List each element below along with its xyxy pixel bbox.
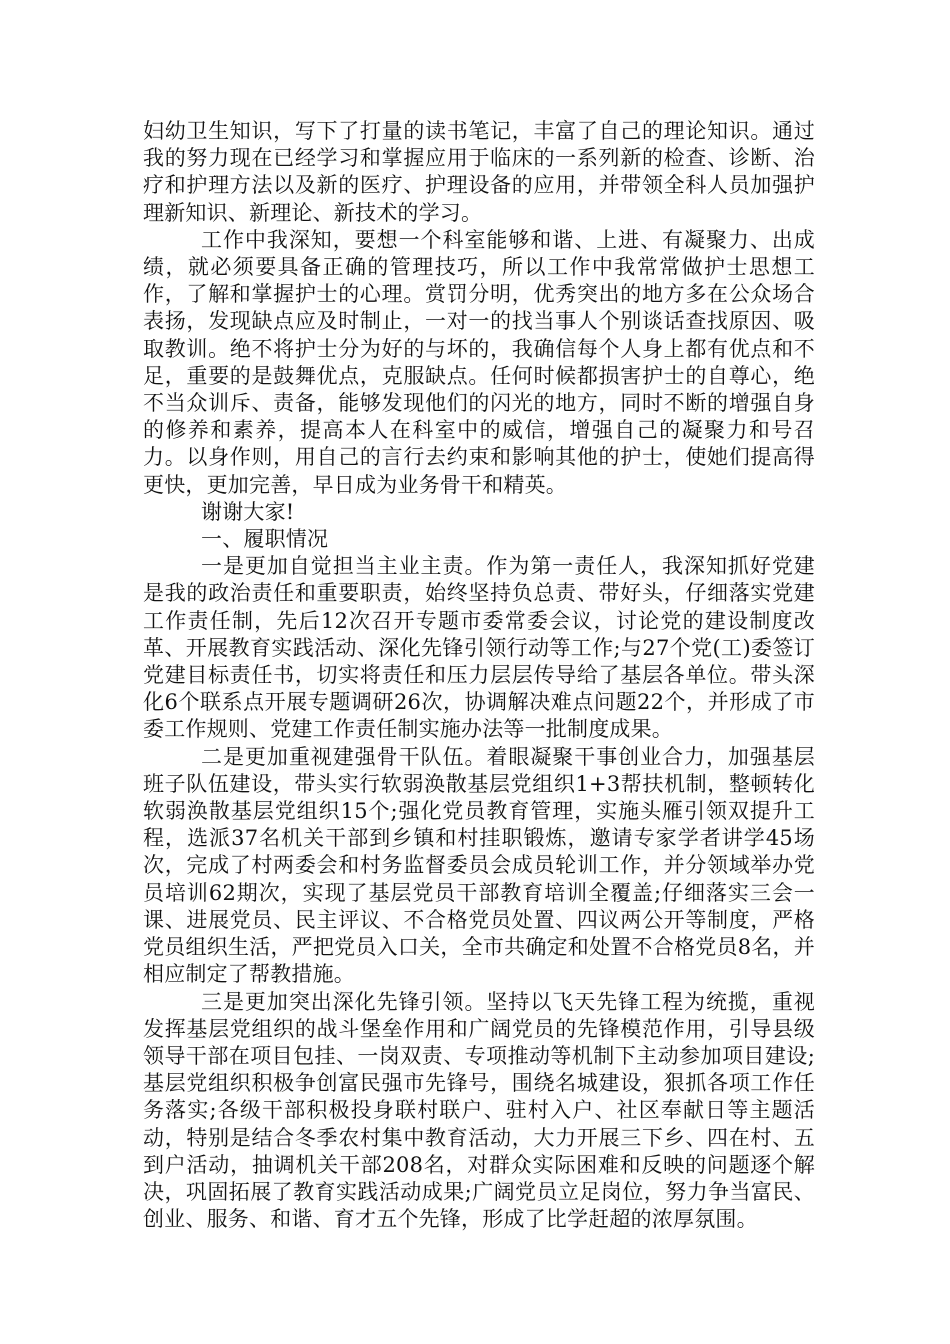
document-body (143, 118, 815, 1233)
paragraph-2: 工作中我深知，要想一个科室能够和谐、上进、有凝聚力、出成绩，就必须要具备正确的管理技巧，所以工作中我常常做护士思想工作，了解和掌握护士的心理。赏罚分明，优秀突出的地方多在公众场合表扬，发现缺点应及时制止，一对一的找当事人个别谈话查找原因、吸取教训。绝不将护士分为好的与坏的，我确信每个人身上都有优点和不足，重要的是鼓舞优点，克服缺点。任何时候都损害护士的自尊心，绝不当众训斥、责备，能够发现他们的闪光的地方，同时不断的增强自身的修养和素养，提高本人在科室中的威信，增强自己的凝聚力和号召力。以身作则，用自己的言行去约束和影响其他的护士，使她们提高得更快，更加完善，早日成为业务骨干和精英。 (143, 227, 815, 497)
paragraph-5: 三是更加突出深化先锋引领。坚持以飞天先锋工程为统揽，重视发挥基层党组织的战斗堡垒作用和广阔党员的先锋模范作用，引导县级领导干部在项目包挂、一岗双责、专项推动等机制下主动参加项目建设;基层党组织积极争创富民强市先锋号，围绕名城建设，狠抓各项工作任务落实;各级干部积极投身联村联户、驻村入户、社区奉献日等主题活动，特别是结合冬季农村集中教育活动，大力开展三下乡、四在村、五到户活动，抽调机关干部208名，对群众实际困难和反映的问题逐个解决，巩固拓展了教育实践活动成果;广阔党员立足岗位，努力争当富民、创业、服务、和谐、育才五个先锋，形成了比学赶超的浓厚氛围。 (143, 989, 815, 1232)
paragraph-1: 妇幼卫生知识，写下了打量的读书笔记，丰富了自己的理论知识。通过我的努力现在已经学习和掌握应用于临床的一系列新的检查、诊断、治疗和护理方法以及新的医疗、护理设备的应用，并带领全科人员加强护理新知识、新理论、新技术的学习。 (143, 119, 815, 225)
paragraph-thanks: 谢谢大家! (201, 499, 295, 524)
section-heading-1: 一、履职情况 (201, 527, 329, 552)
paragraph-3: 一是更加自觉担当主业主责。作为第一责任人，我深知抓好党建是我的政治责任和重要职责，始终坚持负总责、带好头，仔细落实党建工作责任制，先后12次召开专题市委常委会议，讨论党的建设制度改革、开展教育实践活动、深化先锋引领行动等工作;与27个党(工)委签订党建目标责任书，切实将责任和压力层层传导给了基层各单位。带头深化6个联系点开展专题调研26次，协调解决难点问题22个，并形成了市委工作规则、党建工作责任制实施办法等一批制度成果。 (143, 554, 815, 742)
paragraph-4: 二是更加重视建强骨干队伍。着眼凝聚干事创业合力，加强基层班子队伍建设，带头实行软弱涣散基层党组织1+3帮扶机制，整顿转化软弱涣散基层党组织15个;强化党员教育管理，实施头雁引领双提升工程，选派37名机关干部到乡镇和村挂职锻炼，邀请专家学者讲学45场次，完成了村两委会和村务监督委员会成员轮训工作，并分领域举办党员培训62期次，实现了基层党员干部教育培训全覆盖;仔细落实三会一课、进展党员、民主评议、不合格党员处置、四议两公开等制度，严格党员组织生活，严把党员入口关，全市共确定和处置不合格党员8名，并相应制定了帮教措施。 (143, 744, 815, 987)
